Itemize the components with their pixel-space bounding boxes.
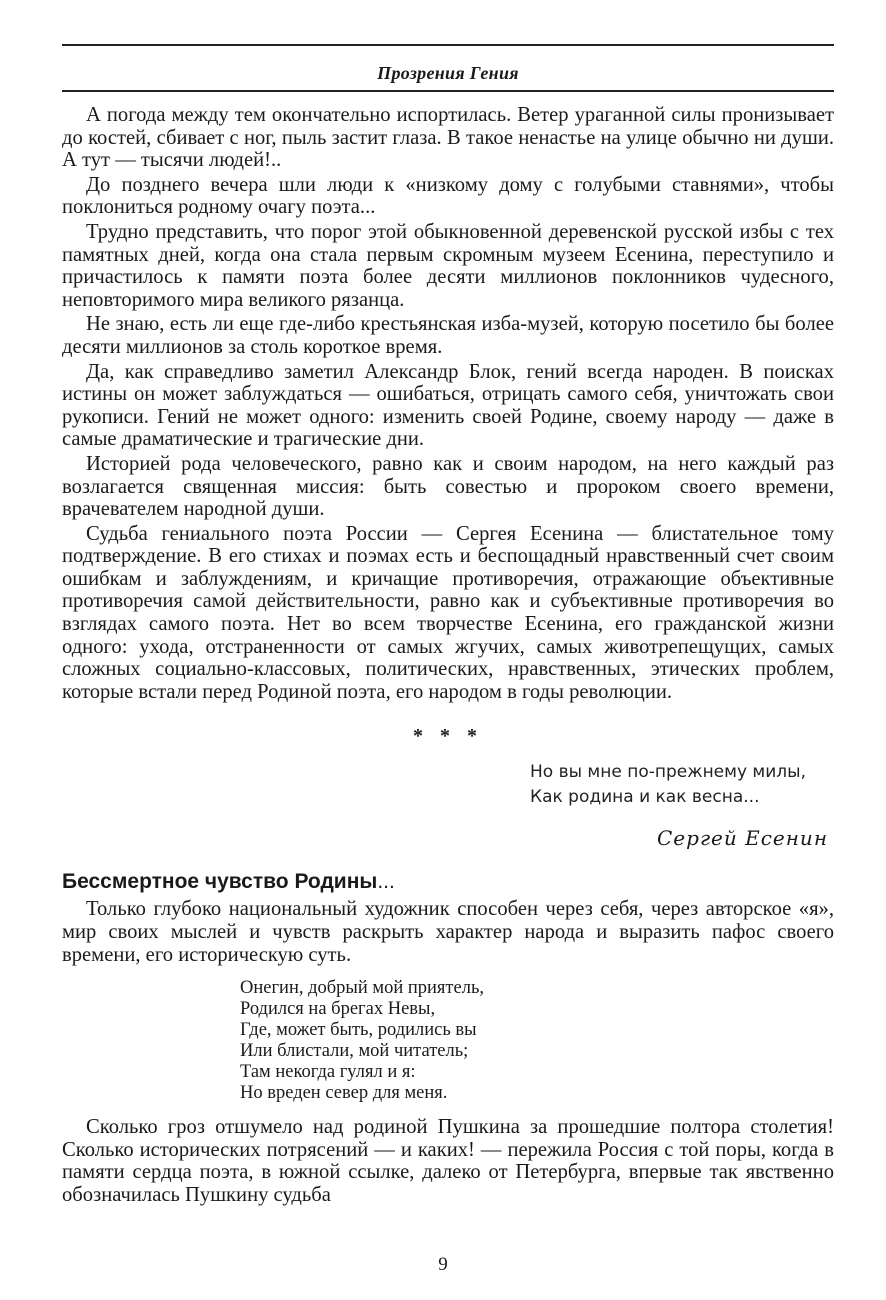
paragraph: А погода между тем окончательно испортилась. Ветер ураганной силы пронизывает до костей, сбивает с ног, пыль застит глаза. В такое ненастье на улице обычно ни души. А тут — тысячи людей!..	[62, 104, 834, 172]
poem-line: Где, может быть, родились вы	[240, 1020, 477, 1041]
section-heading	[62, 870, 834, 894]
page-content	[62, 44, 834, 1207]
paragraph: Судьба гениального поэта России — Сергея Есенина — блистательное тому подтверждение. В его стихах и поэмах есть и беспощадный нравственный счет своим ошибкам и заблуждениям, и кричащие противоречия, отражающие объективные противоречия самой действительности, равно как и субъективные противоречия во взглядах самого поэта. Нет во всем творчестве Есенина, его гражданской жизни одного: ухода, отстраненности от самых жгучих, самых животрепещущих, самых сложных социально-классовых, политических, нравственных, этических проблем, которые встали перед Родиной поэта, его народом в годы революции.	[62, 522, 834, 703]
section-heading-text: Бессмертное чувство Родины	[62, 870, 378, 894]
poem-line: Там некогда гулял и я:	[240, 1062, 416, 1083]
paragraph: До позднего вечера шли люди к «низкому дому с голубыми ставнями», чтобы поклониться родному очагу поэта...	[62, 173, 834, 219]
section-separator: * * *	[413, 725, 483, 748]
poem-line: Но вреден север для меня.	[240, 1083, 448, 1104]
poem-quote	[240, 978, 834, 1104]
poem-line: Родился на брегах Невы,	[240, 999, 436, 1020]
epigraph-line: Но вы мне по-прежнему милы,	[530, 762, 806, 783]
paragraph: Не знаю, есть ли еще где-либо крестьянская изба-музей, которую посетило бы более десяти миллионов за столь короткое время.	[62, 313, 834, 358]
header-bottom-rule	[62, 90, 834, 92]
poem-line: Онегин, добрый мой приятель,	[240, 978, 485, 999]
poem-line: Или блистали, мой читатель;	[240, 1041, 469, 1062]
section-heading-ellipsis: ...	[377, 870, 395, 894]
epigraph-line: Как родина и как весна...	[530, 787, 760, 808]
paragraph: Да, как справедливо заметил Александр Блок, гений всегда народен. В поисках истины он может заблуждаться — ошибаться, отрицать самого себя, уничтожать свои рукописи. Гений не может одного: изменить своей Родине, своему народу — даже в самые драматические и трагические дни.	[62, 360, 834, 451]
running-header-title: Прозрения Гения	[377, 63, 519, 83]
paragraph: Только глубоко национальный художник способен через себя, через авторское «я», мир своих мыслей и чувств раскрыть характер народа и выразить пафос своего времени, его историческую суть.	[62, 898, 834, 966]
paragraph: Трудно представить, что порог этой обыкновенной деревенской русской избы с тех памятных дней, когда она стала первым скромным музеем Есенина, переступило и причастилось к памяти поэта более десяти миллионов поклонников чудесного, неповторимого мира великого рязанца.	[62, 220, 834, 311]
paragraph: Сколько гроз отшумело над родиной Пушкина за прошедшие полтора столетия! Сколько исторических потрясений — и каких! — пережила Россия с той поры, когда в памяти сердца поэта, в южной ссылке, далеко от Петербурга, впервые так явственно обозначилась Пушкину судьба	[62, 1116, 834, 1206]
page-number: 9	[438, 1254, 448, 1275]
header-top-rule	[62, 44, 834, 46]
epigraph	[530, 760, 834, 810]
epigraph-signature: Сергей Есенин	[657, 826, 828, 851]
paragraph: Историей рода человеческого, равно как и своим народом, на него каждый раз возлагается священная миссия: быть совестью и пророком своего времени, врачевателем народной души.	[62, 452, 834, 521]
